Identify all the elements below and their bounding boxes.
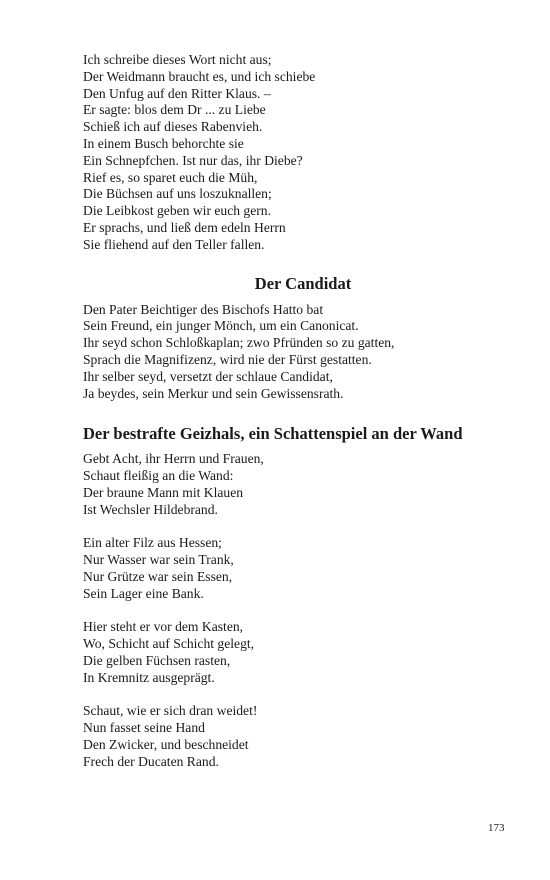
poem-line: Gebt Acht, ihr Herrn und Frauen, <box>83 451 264 467</box>
poem-line: Den Unfug auf den Ritter Klaus. – <box>83 85 271 101</box>
poem-title: Der bestrafte Geizhals, ein Schattenspiel an der Wand <box>83 424 463 444</box>
poem-line: Frech der Ducaten Rand. <box>83 753 219 769</box>
page-content <box>83 52 523 770</box>
poem-line: Die gelben Füchsen rasten, <box>83 652 231 668</box>
page-number: 173 <box>488 822 505 834</box>
poem-line: Rief es, so sparet euch die Müh, <box>83 169 258 185</box>
poem-line: Nur Wasser war sein Trank, <box>83 552 234 568</box>
poem-stanza <box>83 52 523 254</box>
poem-line: Wo, Schicht auf Schicht gelegt, <box>83 636 255 652</box>
poem-line: Der Weidmann braucht es, und ich schiebe <box>83 68 316 84</box>
poem-line: Hier steht er vor dem Kasten, <box>83 619 244 635</box>
poem-line: Ein alter Filz aus Hessen; <box>83 535 222 551</box>
poem-line: Ist Wechsler Hildebrand. <box>83 501 218 517</box>
poem-line: Sprach die Magnifizenz, wird nie der Fürst gestatten. <box>83 351 372 367</box>
poem-line: Nun fasset seine Hand <box>83 720 205 736</box>
poem-line: Schaut fleißig an die Wand: <box>83 468 234 484</box>
poem-line: Schaut, wie er sich dran weidet! <box>83 703 258 719</box>
poem-stanza <box>83 451 523 518</box>
poem-line: Die Leibkost geben wir euch gern. <box>83 203 271 219</box>
poem-line: Sein Lager eine Bank. <box>83 585 204 601</box>
poem-line: Nur Grütze war sein Essen, <box>83 568 233 584</box>
poem-line: Ja beydes, sein Merkur und sein Gewissensrath. <box>83 385 344 401</box>
poem-stanza <box>83 703 523 770</box>
poem-line: Den Pater Beichtiger des Bischofs Hatto bat <box>83 301 324 317</box>
poem-line: Sein Freund, ein junger Mönch, um ein Canonicat. <box>83 318 359 334</box>
poem-stanza <box>83 619 523 686</box>
poem-line: Ihr seyd schon Schloßkaplan; zwo Pfründen so zu gatten, <box>83 335 395 351</box>
poem-body <box>83 451 523 770</box>
poem-line: Er sprachs, und ließ dem edeln Herrn <box>83 219 286 235</box>
poem-line: Ihr selber seyd, versetzt der schlaue Candidat, <box>83 368 333 384</box>
poem-stanza <box>83 535 523 602</box>
poem-line: Schieß ich auf dieses Rabenvieh. <box>83 119 263 135</box>
poem-line: In Kremnitz ausgeprägt. <box>83 669 215 685</box>
poem-line: Er sagte: blos dem Dr ... zu Liebe <box>83 102 266 118</box>
poem-line: Die Büchsen auf uns loszuknallen; <box>83 186 272 202</box>
poem-line: Ein Schnepfchen. Ist nur das, ihr Diebe? <box>83 152 303 168</box>
poem-title: Der Candidat <box>254 273 352 293</box>
poem-line: Den Zwicker, und beschneidet <box>83 736 249 752</box>
poem-line: Ich schreibe dieses Wort nicht aus; <box>83 52 272 67</box>
poem-line: Der braune Mann mit Klauen <box>83 484 244 500</box>
poem-line: Sie fliehend auf den Teller fallen. <box>83 236 265 252</box>
poem-line: In einem Busch behorchte sie <box>83 135 244 151</box>
poem-stanza <box>83 302 523 403</box>
